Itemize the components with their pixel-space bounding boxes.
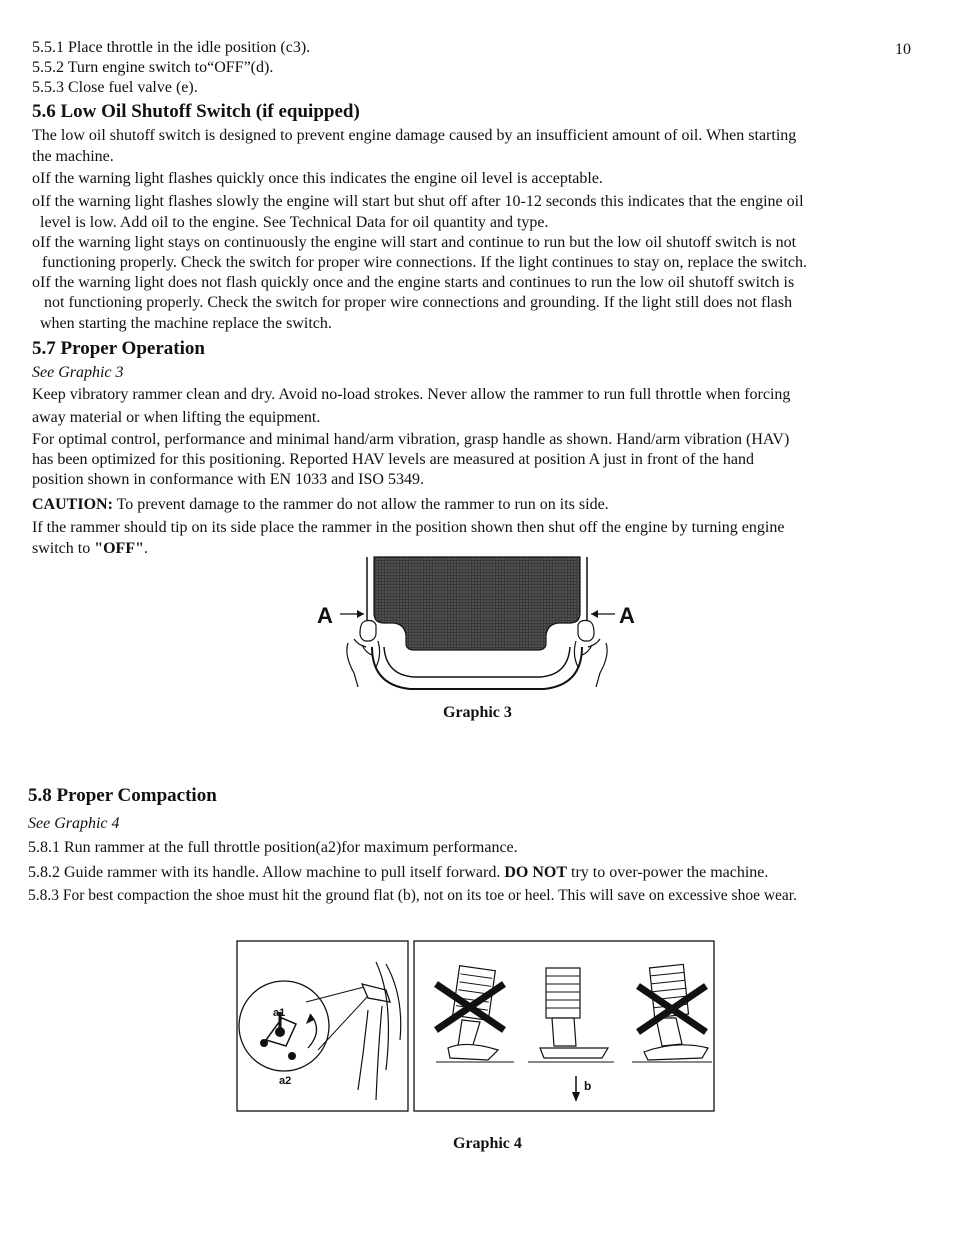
paragraph-line: If the rammer should tip on its side place the rammer in the position shown then shut off the engine by turning engine	[32, 519, 785, 536]
paragraph-line: oIf the warning light flashes slowly the engine will start but shut off after 10-12 seconds this indicates that the engine oil	[32, 193, 804, 210]
see-graphic-3: See Graphic 3	[32, 364, 124, 381]
section-5-8-heading: 5.8 Proper Compaction	[28, 785, 217, 806]
flat-position-b-label: b	[584, 1079, 592, 1093]
step-5-8-2-suffix: try to over-power the machine.	[567, 864, 769, 881]
step-5-5-1: 5.5.1 Place throttle in the idle position (c3).	[32, 39, 311, 56]
paragraph-line: away material or when lifting the equipment.	[32, 409, 321, 426]
step-5-8-2	[28, 863, 768, 883]
paragraph-line: when starting the machine replace the switch.	[40, 315, 332, 332]
paragraph-line: The low oil shutoff switch is designed to prevent engine damage caused by an insufficient amount of oil. When starting	[32, 127, 797, 144]
off-label: "OFF"	[94, 540, 144, 557]
paragraph-line: oIf the warning light does not flash quickly once and the engine starts and continues to run the low oil shutoff switch is	[32, 274, 795, 291]
graphic-4-caption: Graphic 4	[453, 1135, 522, 1152]
step-5-8-3: 5.8.3 For best compaction the shoe must hit the ground flat (b), not on its toe or heel. This will save on excessive shoe wear.	[28, 887, 797, 904]
graphic-4-illustration	[236, 940, 716, 1114]
paragraph-line: has been optimized for this positioning. Reported HAV levels are measured at position A just in front of the hand	[32, 451, 754, 468]
tip-suffix: .	[143, 540, 148, 557]
paragraph-line: oIf the warning light flashes quickly once this indicates the engine oil level is acceptable.	[32, 170, 603, 187]
paragraph-line: Keep vibratory rammer clean and dry. Avoid no-load strokes. Never allow the rammer to run full throttle when forcing	[32, 386, 791, 403]
paragraph-line: functioning properly. Check the switch for proper wire connections. If the light continues to stay on, replace the switch.	[42, 254, 807, 271]
paragraph-line: the machine.	[32, 148, 114, 165]
caution-label: CAUTION:	[32, 496, 113, 513]
section-5-7-heading: 5.7 Proper Operation	[32, 338, 205, 359]
do-not-label: DO NOT	[504, 864, 568, 881]
paragraph-line: not functioning properly. Check the switch for proper wire connections and grounding. If the light still does not flash	[44, 294, 793, 311]
graphic-3-caption: Graphic 3	[443, 704, 512, 721]
paragraph-line: level is low. Add oil to the engine. See Technical Data for oil quantity and type.	[40, 214, 549, 231]
paragraph-line: position shown in conformance with EN 1033 and ISO 5349.	[32, 471, 424, 488]
position-a-right-label: A	[619, 603, 635, 628]
step-5-5-2: 5.5.2 Turn engine switch to“OFF”(d).	[32, 59, 274, 76]
step-5-8-1: 5.8.1 Run rammer at the full throttle position(a2)for maximum performance.	[28, 839, 518, 856]
step-5-8-2-prefix: 5.8.2 Guide rammer with its handle. Allow machine to pull itself forward.	[28, 864, 505, 881]
step-5-5-3: 5.5.3 Close fuel valve (e).	[32, 79, 198, 96]
position-a2-label: a2	[279, 1075, 292, 1087]
tip-line-2	[32, 539, 148, 559]
paragraph-line: oIf the warning light stays on continuously the engine will start and continue to run but the low oil shutoff switch is not	[32, 234, 797, 251]
position-a-left-label: A	[317, 603, 333, 628]
tip-prefix: switch to	[32, 540, 95, 557]
caution-line	[32, 495, 609, 515]
page-number: 10	[895, 41, 911, 58]
caution-text: To prevent damage to the rammer do not allow the rammer to run on its side.	[112, 496, 609, 513]
paragraph-line: For optimal control, performance and minimal hand/arm vibration, grasp handle as shown. Hand/arm vibration (HAV)	[32, 431, 790, 448]
see-graphic-4: See Graphic 4	[28, 815, 120, 832]
graphic-3-handle-illustration	[310, 555, 645, 703]
position-a1-label: a1	[273, 1007, 286, 1019]
section-5-6-heading: 5.6 Low Oil Shutoff Switch (if equipped)	[32, 101, 360, 122]
